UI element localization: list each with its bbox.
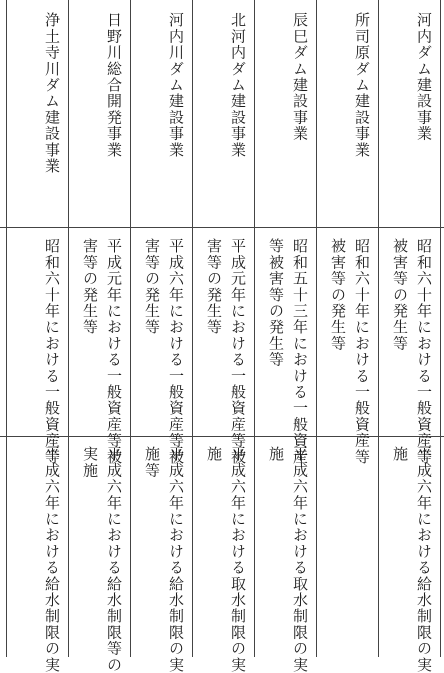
project-name: 所司原ダム建設事業 xyxy=(353,12,371,158)
water-restriction-text: 実施 xyxy=(81,446,99,479)
damage-text: 平成六年における一般資産等被 xyxy=(167,238,185,465)
project-name: 河内川ダム建設事業 xyxy=(167,12,185,158)
damage-text: 被害等の発生等 xyxy=(329,238,347,352)
water-restriction-text: 平成六年における給水制限の実 xyxy=(415,446,433,673)
damage-text: 平成元年における一般資産等被 xyxy=(229,238,247,465)
damage-text: 害等の発生等 xyxy=(205,238,223,336)
water-restriction-text: 平成六年における取水制限の実 xyxy=(291,446,309,673)
damage-text: 平成元年における一般資産等被 xyxy=(105,238,123,465)
project-name: 北河内ダム建設事業 xyxy=(229,12,247,158)
damage-text: 等被害等の発生等 xyxy=(267,238,285,368)
damage-text: 昭和六十年における一般資産等 xyxy=(353,238,371,465)
damage-text: 昭和五十三年における一般資産 xyxy=(291,238,309,465)
water-restriction-text: 施等 xyxy=(143,446,161,479)
water-restriction-text: 平成六年における給水制限の実 xyxy=(43,446,61,673)
water-restriction-text: 平成六年における給水制限等の xyxy=(105,446,123,673)
water-restriction-text: 平成六年における取水制限の実 xyxy=(229,446,247,673)
water-restriction-text: 施 xyxy=(391,446,409,463)
damage-text: 昭和六十年における一般資産等 xyxy=(43,238,61,465)
damage-text: 害等の発生等 xyxy=(81,238,99,336)
project-name: 日野川総合開発事業 xyxy=(105,12,123,158)
damage-text: 被害等の発生等 xyxy=(391,238,409,352)
water-restriction-text: 平成六年における給水制限の実 xyxy=(167,446,185,673)
damage-text: 害等の発生等 xyxy=(143,238,161,336)
damage-text: 昭和六十年における一般資産等 xyxy=(415,238,433,465)
water-restriction-text: 施 xyxy=(205,446,223,463)
project-name: 河内ダム建設事業 xyxy=(415,12,433,142)
project-name: 浄土寺川ダム建設事業 xyxy=(43,12,61,174)
water-restriction-text: 施 xyxy=(267,446,285,463)
project-name: 辰巳ダム建設事業 xyxy=(291,12,309,142)
